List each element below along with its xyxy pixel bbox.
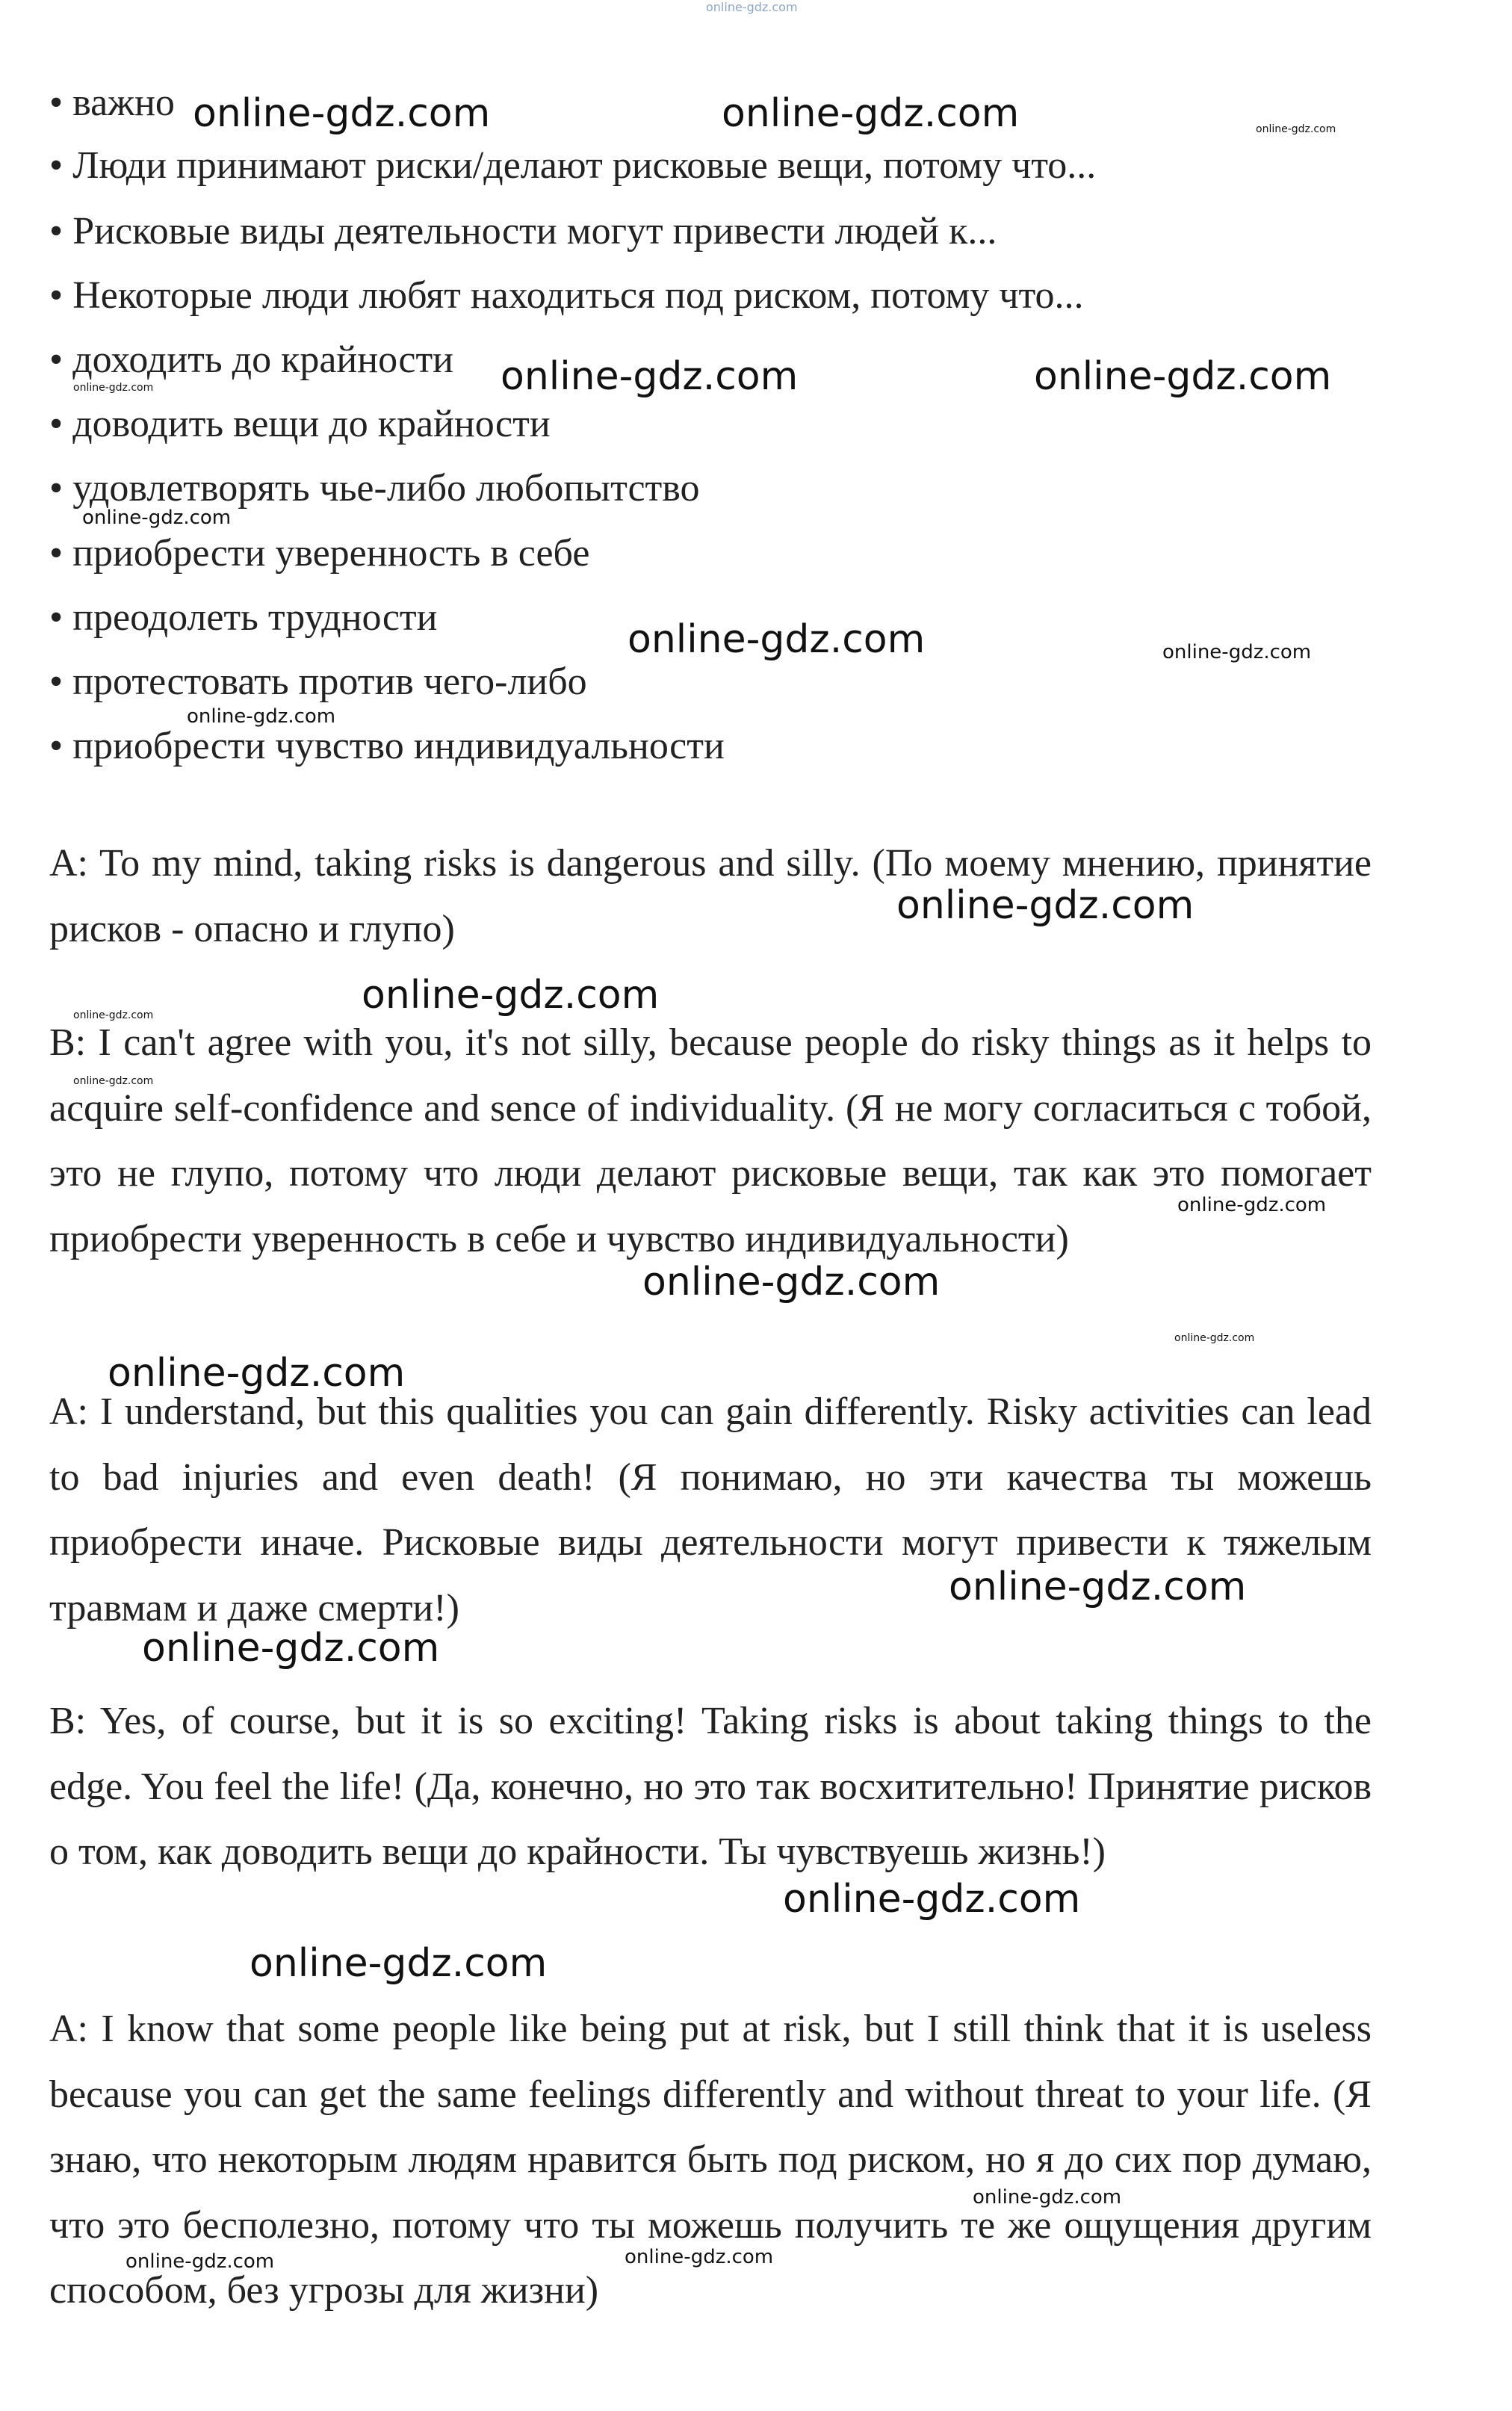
- watermark: online-gdz.com: [142, 1626, 440, 1671]
- dialogue-line-a1: A: To my mind, taking risks is dangerous and silly. (По моему мнению, принятие рисков - опасно и глупо): [49, 842, 1372, 950]
- watermark: online-gdz.com: [1177, 1194, 1327, 1216]
- watermark: online-gdz.com: [783, 1877, 1081, 1922]
- list-item: • Некоторые люди любят находиться под риском, потому что...: [49, 274, 1084, 317]
- watermark: online-gdz.com: [1256, 123, 1336, 135]
- list-item: • важно: [49, 81, 175, 124]
- watermark: online-gdz.com: [193, 91, 491, 136]
- watermark: online-gdz.com: [628, 617, 926, 662]
- list-item: • преодолеть трудности: [49, 596, 438, 639]
- watermark: online-gdz.com: [722, 91, 1020, 136]
- watermark: online-gdz.com: [896, 883, 1195, 928]
- header-watermark: online-gdz.com: [706, 0, 798, 14]
- list-item: • Рисковые виды деятельности могут привести людей к...: [49, 210, 997, 253]
- watermark: online-gdz.com: [108, 1351, 406, 1396]
- watermark: online-gdz.com: [73, 1009, 154, 1021]
- watermark: online-gdz.com: [362, 973, 660, 1018]
- list-item: • протестовать против чего-либо: [49, 660, 587, 703]
- watermark: online-gdz.com: [949, 1564, 1247, 1609]
- watermark: online-gdz.com: [501, 354, 799, 399]
- dialogue-line-b2: B: Yes, of course, but it is so exciting! Taking risks is about taking things to the edge. You feel the life! (Да, конечно, но это так восхитительно! Принятие рисков о том, как доводить вещи до крайности. Ты чувствуешь жизнь!): [49, 1700, 1372, 1873]
- list-item: • приобрести чувство индивидуальности: [49, 725, 725, 767]
- list-item: • приобрести уверенность в себе: [49, 532, 590, 575]
- watermark: online-gdz.com: [642, 1260, 941, 1304]
- dialogue-line-a2: A: I understand, but this qualities you can gain differently. Risky activities can lead to bad injuries and even death! (Я понимаю, но эти качества ты можешь приобрести иначе. Рисковые виды деятельности могут привести к тяжелым травмам и даже смерти!): [49, 1390, 1372, 1629]
- dialogue-line-a3: A: I know that some people like being put at risk, but I still think that it is useless because you can get the same feelings differently and without threat to your life. (Я знаю, что некоторым людям нравится быть под риском, но я до сих пор думаю, что это бесполезно, потому что ты можешь получить те же ощущения другим способом, без угрозы для жизни): [49, 2008, 1372, 2312]
- watermark: online-gdz.com: [187, 705, 336, 728]
- list-item: • удовлетворять чье-либо любопытство: [49, 467, 700, 510]
- list-item: • Люди принимают риски/делают рисковые вещи, потому что...: [49, 144, 1097, 187]
- watermark: online-gdz.com: [73, 382, 154, 394]
- watermark: online-gdz.com: [82, 507, 232, 529]
- list-item: • доводить вещи до крайности: [49, 403, 551, 445]
- watermark: online-gdz.com: [73, 1075, 154, 1087]
- watermark: online-gdz.com: [625, 2246, 774, 2268]
- list-item: • доходить до крайности: [49, 338, 453, 381]
- watermark: online-gdz.com: [1174, 1332, 1255, 1344]
- dialogue-line-b1: B: I can't agree with you, it's not silly, because people do risky things as it helps to acquire self-confidence and sence of individuality. (Я не могу согласиться с тобой, это не глупо, потому что люди делают рисковые вещи, так как это помогает приобрести уверенность в себе и чувство индивидуальности): [49, 1021, 1372, 1260]
- watermark: online-gdz.com: [973, 2186, 1122, 2209]
- watermark: online-gdz.com: [250, 1941, 548, 1986]
- watermark: online-gdz.com: [126, 2250, 275, 2273]
- watermark: online-gdz.com: [1034, 354, 1332, 399]
- watermark: online-gdz.com: [1162, 641, 1312, 663]
